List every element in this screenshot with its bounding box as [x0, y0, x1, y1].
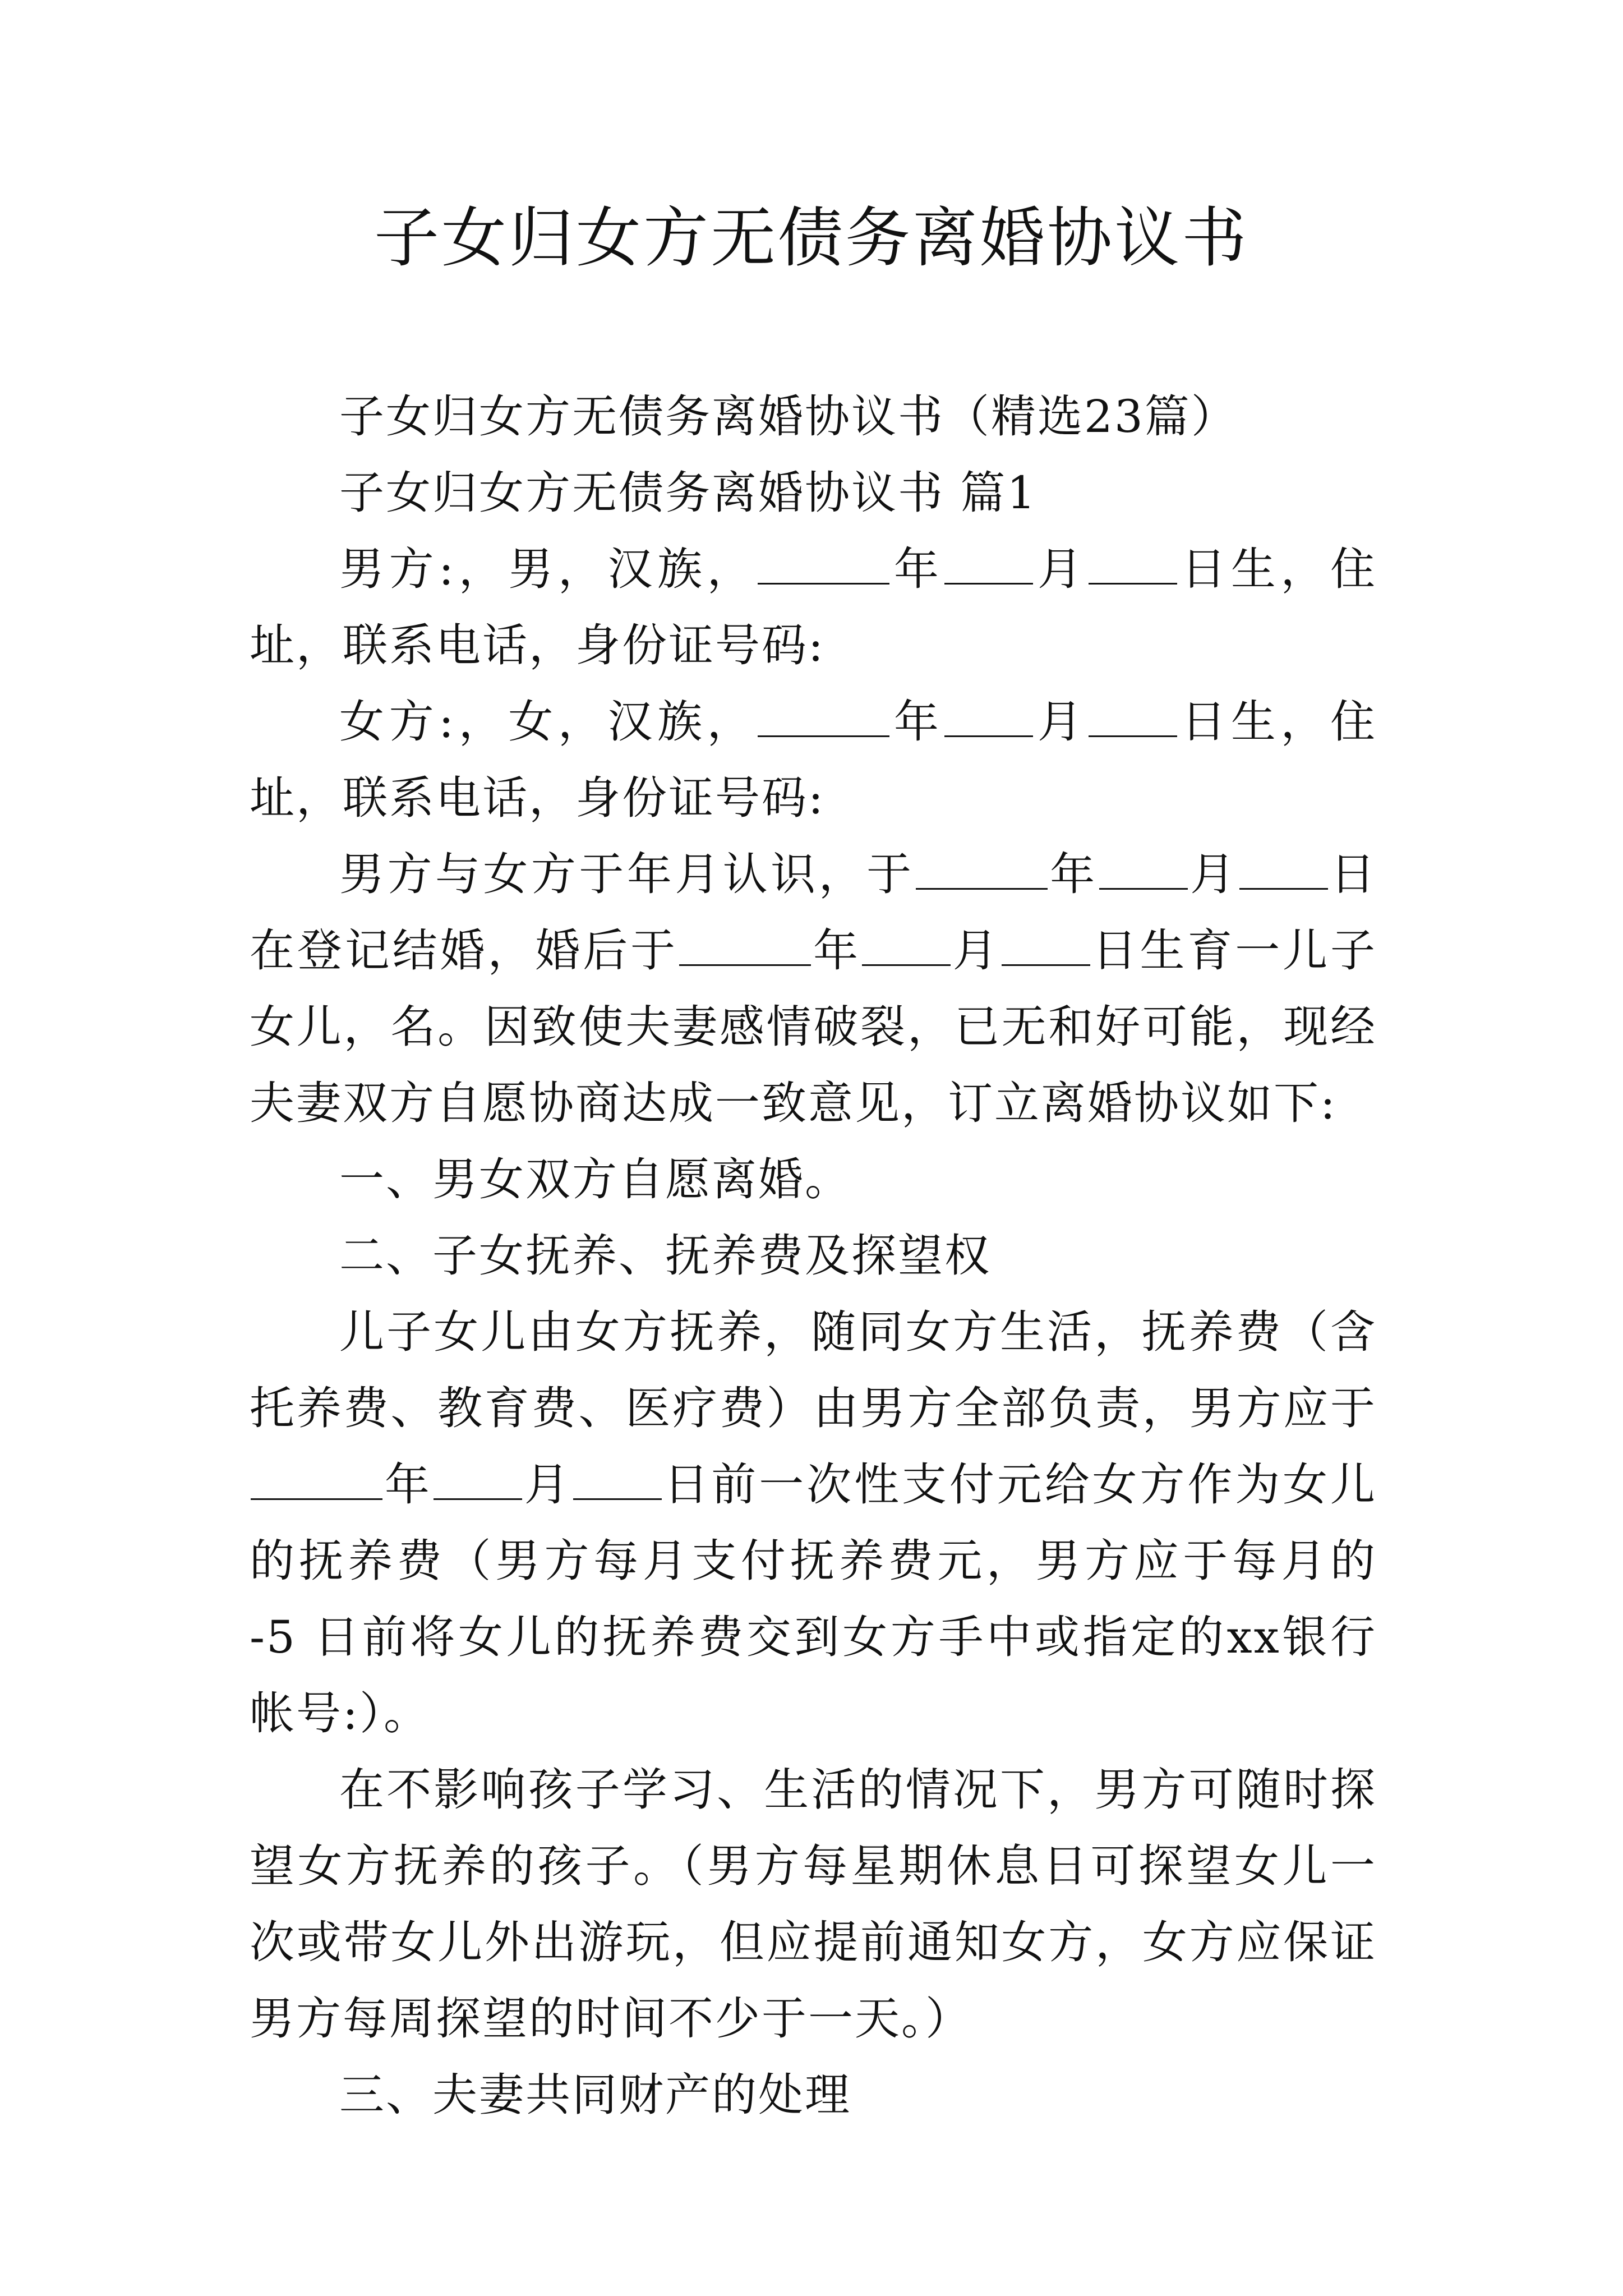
day-blank [1239, 839, 1328, 890]
item-1-paragraph: 一、男女双方自愿离婚。 [339, 1153, 851, 1205]
document-title: 子女归女方无债务离婚协议书 [374, 200, 1249, 276]
female-info-rest: 日生，住址，联系电话，身份证号码: [250, 696, 1377, 824]
month-label: 月 [1034, 543, 1087, 595]
chapter-heading: 子女归女方无债务离婚协议书 篇1 [339, 467, 1038, 519]
year-label: 年 [384, 1458, 432, 1511]
male-info-paragraph [250, 531, 1377, 684]
female-info-paragraph [250, 684, 1377, 836]
month-blank [1099, 839, 1188, 890]
day-blank [1002, 915, 1090, 966]
month-label: 月 [1188, 848, 1238, 900]
year-label: 年 [812, 924, 861, 977]
custody-text-2: 日前一次性支付元给女方作为女儿的抚养费（男方每月支付抚养费元，男方应于每月的 -5 日前将女儿的抚养费交到女方手中或指定的xx银行帐号:）。 [250, 1458, 1377, 1740]
month-label: 月 [1034, 696, 1087, 748]
year-blank [758, 686, 889, 737]
subtitle-paragraph: 子女归女方无债务离婚协议书（精选23篇） [339, 390, 1238, 443]
day-blank [573, 1449, 662, 1500]
marriage-text-3: 日生育一儿子女儿，名。因致使夫妻感情破裂，已无和好可能，现经夫妻双方自愿协商达成一致意见，订立离婚协议如下: [250, 924, 1377, 1129]
day-blank [1089, 686, 1177, 737]
marriage-paragraph [250, 836, 1377, 1142]
visitation-paragraph: 在不影响孩子学习、生活的情况下，男方可随时探望女方抚养的孩子。（男方每星期休息日可探望女儿一次或带女儿外出游玩，但应提前通知女方，女方应保证男方每周探望的时间不少于一天。） [250, 1764, 1377, 2045]
month-label: 月 [523, 1458, 572, 1511]
month-blank [862, 915, 951, 966]
month-blank [944, 533, 1033, 585]
item-3-heading: 三、夫妻共同财产的处理 [339, 2069, 851, 2121]
female-info-text: 女方:，女，汉族， [339, 696, 757, 748]
year-blank [679, 915, 811, 966]
custody-text: 儿子女儿由女方抚养，随同女方生活，抚养费（含托养费、教育费、医疗费）由男方全部负责，男方应于 [250, 1306, 1377, 1434]
day-blank [1089, 533, 1177, 585]
year-blank [916, 839, 1048, 890]
year-label: 年 [891, 543, 944, 595]
month-label: 月 [951, 924, 1000, 977]
document-body [250, 379, 1377, 2133]
marriage-text-2: 日在登记结婚，婚后于 [250, 848, 1377, 977]
month-blank [944, 686, 1033, 737]
male-info-rest: 日生，住址，联系电话，身份证号码: [250, 543, 1377, 671]
marriage-text: 男方与女方于年月认识，于 [339, 848, 915, 900]
year-blank [758, 533, 889, 585]
male-info-text: 男方:，男，汉族， [339, 543, 757, 595]
year-blank [251, 1449, 382, 1500]
year-label: 年 [891, 696, 944, 748]
year-label: 年 [1048, 848, 1098, 900]
item-2-heading: 二、子女抚养、抚养费及探望权 [339, 1230, 991, 1282]
custody-paragraph [250, 1294, 1377, 1752]
month-blank [434, 1449, 522, 1500]
